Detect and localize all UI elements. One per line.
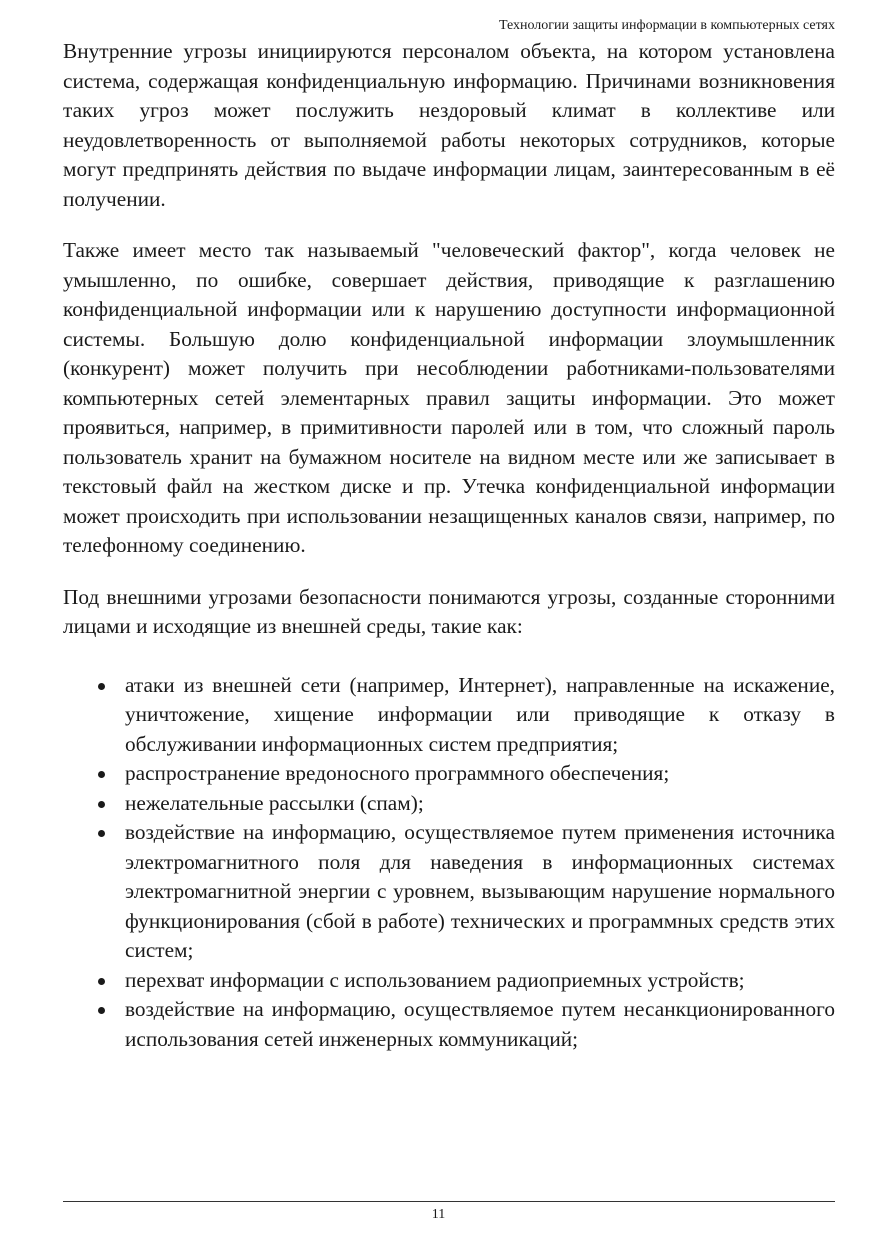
list-item-text: атаки из внешней сети (например, Интернет), направленные на искажение, уничтожение, хищение информации или приводящие к отказу в обслуживании информационных систем предприятия;: [125, 672, 835, 756]
list-item: [63, 995, 835, 1054]
list-item: [63, 671, 835, 760]
footer-divider: [63, 1201, 835, 1202]
bullet-icon: [98, 978, 105, 985]
external-threats-list: [63, 671, 835, 1055]
list-item-text: воздействие на информацию, осуществляемое путем несанкционированного использования сетей инженерных коммуникаций;: [125, 997, 835, 1051]
list-item: [63, 759, 835, 789]
running-header: Технологии защиты информации в компьютерных сетях: [498, 18, 835, 33]
page-number: 11: [431, 1207, 446, 1222]
bullet-icon: [98, 683, 105, 690]
paragraph-internal-threats: Внутренние угрозы инициируются персоналом объекта, на котором установлена система, содержащая конфиденциальную информацию. Причинами возникновения таких угроз может послужить нездоровый климат в коллективе или неудовлетворенность от выполняемой работы некоторых сотрудников, которые могут предпринять действия по выдаче информации лицам, заинтересованным в её получении.: [63, 39, 835, 211]
list-item-text: воздействие на информацию, осуществляемое путем применения источника электромагнитного поля для наведения в информационных системах электромагнитной энергии с уровнем, вызывающим нарушение нормального функционирования (сбой в работе) технических и программных средств этих систем;: [125, 820, 835, 962]
bullet-icon: [98, 1007, 105, 1014]
paragraph-external-threats: Под внешними угрозами безопасности понимаются угрозы, созданные сторонними лицами и исходящие из внешней среды, такие как:: [63, 584, 835, 638]
page-content: [63, 37, 835, 1054]
list-item-text: перехват информации с использованием радиоприемных устройств;: [125, 967, 745, 992]
list-item-text: нежелательные рассылки (спам);: [125, 790, 424, 815]
bullet-icon: [98, 801, 105, 808]
bullet-icon: [98, 771, 105, 778]
list-item-text: распространение вредоносного программного обеспечения;: [125, 761, 670, 785]
paragraph-human-factor: Также имеет место так называемый "человеческий фактор", когда человек не умышленно, по ошибке, совершает действия, приводящие к разглашению конфиденциальной информации или к нарушению доступности информационной системы. Большую долю конфиденциальной информации злоумышленник (конкурент) может получить при несоблюдении работниками-пользователями компьютерных сетей элементарных правил защиты информации. Это может проявиться, например, в примитивности паролей или в том, что сложный пароль пользователь хранит на бумажном носителе на видном месте или же записывает в текстовый файл на жестком диске и пр. Утечка конфиденциальной информации может происходить при использовании незащищенных каналов связи, например, по телефонному соединению.: [63, 238, 835, 557]
list-item: [63, 818, 835, 966]
list-item: [63, 966, 835, 996]
bullet-icon: [98, 830, 105, 837]
list-item: [63, 789, 835, 819]
